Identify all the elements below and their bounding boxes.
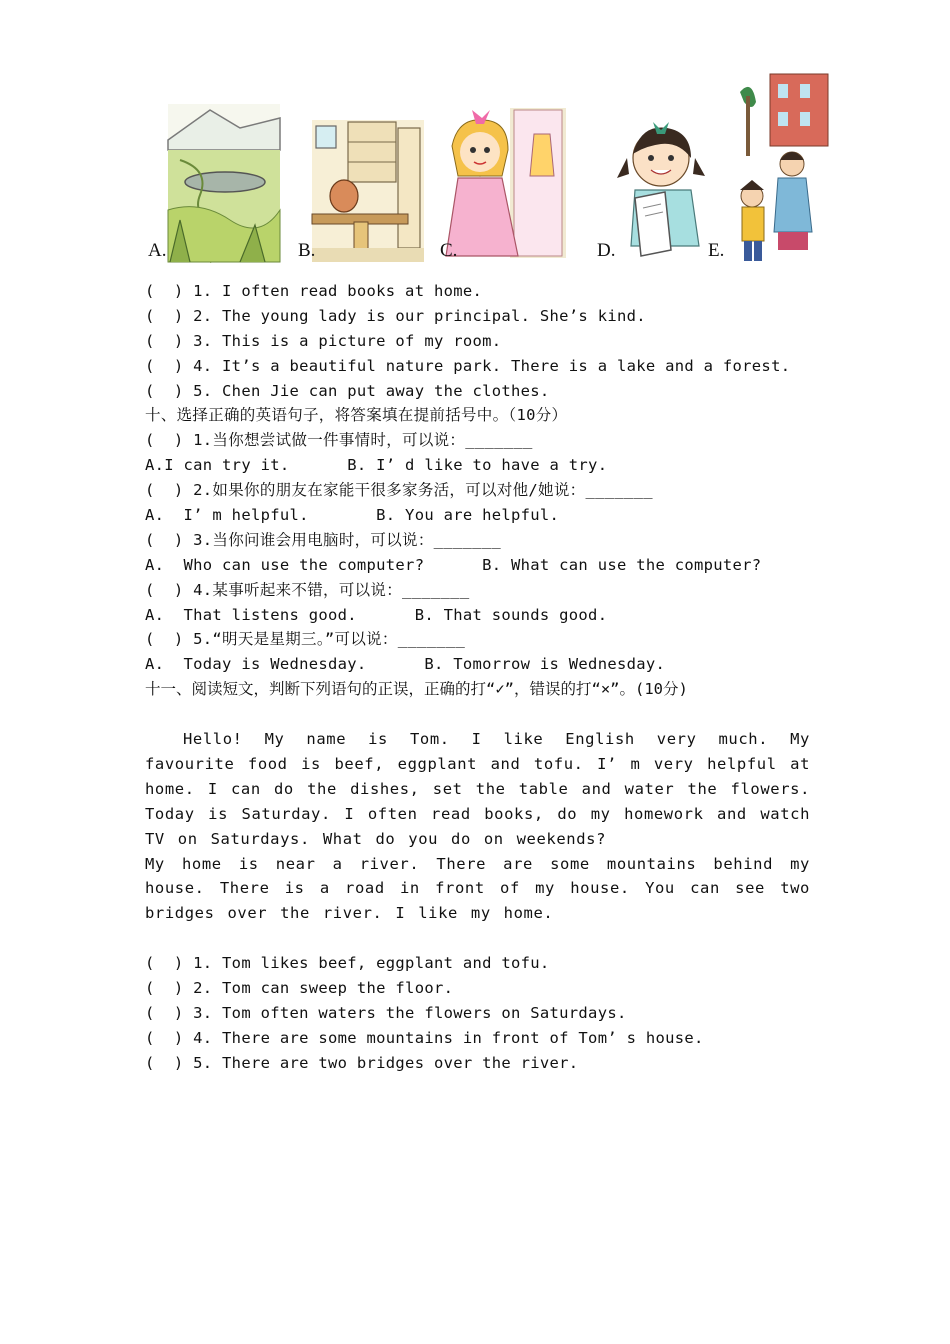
section10-options-1: A.I can try it. B. I’ d like to have a try. [145, 456, 608, 475]
picture-e [708, 72, 840, 267]
picture-b-label: B. [298, 240, 316, 261]
section10-options-4: A. That listens good. B. That sounds good. [145, 605, 608, 624]
picture-b [298, 118, 428, 265]
reading-paragraph-2: My home is near a river. There are some mountains behind my house. There is a road in front of my house. You can see two bridges over the river. I like my home. [145, 854, 810, 923]
section11-heading: 十一、阅读短文，判断下列语句的正误，正确的打“✓”，错误的打“×”。(10分) [145, 680, 688, 699]
matching-item-4: ( ) 4. It’s a beautiful nature park. There is a lake and a forest. [145, 356, 791, 375]
spacer [145, 926, 810, 951]
matching-item-1: ( ) 1. I often read books at home. [145, 282, 483, 300]
reading-paragraph-1: Hello! My name is Tom. I like English very much. My favourite food is beef, eggplant and tofu. I’ m very helpful at home. I can do the dishes, set the table and water the flowers. Today is Saturday. I often read books, do my homework and watch TV on Saturdays. What do you do on weekends? [145, 730, 810, 848]
section10-question-1: ( ) 1.当你想尝试做一件事情时，可以说：_______ [145, 431, 533, 450]
picture-e-label: E. [708, 240, 725, 261]
room-picture [298, 118, 428, 265]
picture-strip [140, 72, 840, 267]
section10-question-3: ( ) 3.当你问谁会用电脑时，可以说：_______ [145, 530, 502, 549]
section10-question-5: ( ) 5.“明天是星期三。”可以说：_______ [145, 630, 466, 649]
judgement-statement-4: ( ) 4. There are some mountains in front of Tom’ s house. [145, 1028, 704, 1047]
judgement-statement-5: ( ) 5. There are two bridges over the river. [145, 1053, 579, 1072]
judgement-statement-2: ( ) 2. Tom can sweep the floor. [145, 979, 454, 998]
picture-a [140, 100, 285, 265]
picture-d [595, 118, 715, 266]
section10-heading: 十、选择正确的英语句子，将答案填在提前括号中。（10分） [145, 406, 568, 425]
girl-putting-away-clothes-picture [438, 106, 568, 266]
picture-d-label: D. [597, 240, 616, 261]
picture-c-label: C. [440, 240, 458, 261]
young-lady-principal-picture [708, 72, 840, 267]
matching-item-3: ( ) 3. This is a picture of my room. [145, 331, 502, 350]
matching-item-5: ( ) 5. Chen Jie can put away the clothes. [145, 381, 550, 400]
judgement-statement-3: ( ) 3. Tom often waters the flowers on Saturdays. [145, 1003, 627, 1022]
picture-c [438, 106, 568, 266]
spacer [145, 702, 810, 727]
picture-a-label: A. [148, 240, 167, 261]
section10-question-4: ( ) 4.某事听起来不错，可以说：_______ [145, 580, 470, 599]
exercise-content [145, 279, 810, 1076]
section10-options-2: A. I’ m helpful. B. You are helpful. [145, 506, 560, 525]
judgement-statement-1: ( ) 1. Tom likes beef, eggplant and tofu. [145, 954, 550, 973]
section10-options-3: A. Who can use the computer? B. What can use the computer? [145, 555, 762, 574]
section10-options-5: A. Today is Wednesday. B. Tomorrow is Wednesday. [145, 655, 666, 674]
matching-item-2: ( ) 2. The young lady is our principal. She’s kind. [145, 306, 646, 325]
section10-question-2: ( ) 2.如果你的朋友在家能干很多家务活，可以对他/她说：_______ [145, 481, 653, 500]
